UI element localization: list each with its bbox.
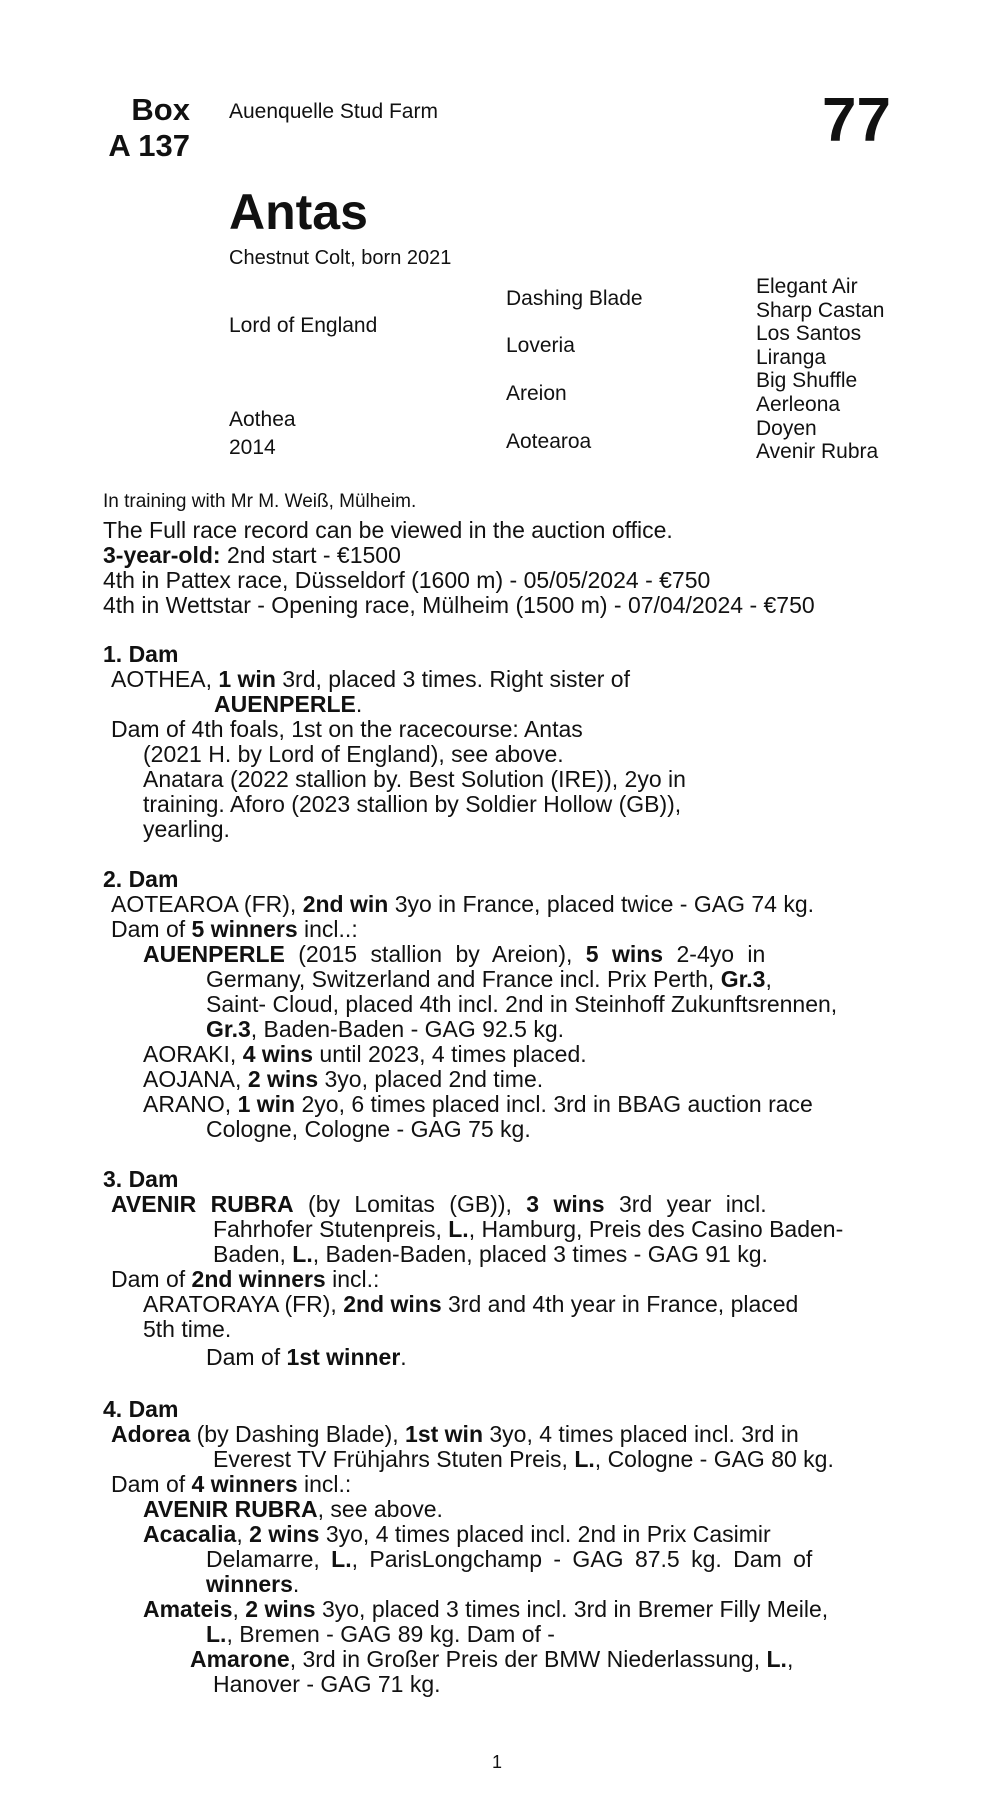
box-number: A 137 — [108, 128, 190, 163]
ggp: Elegant Air — [756, 275, 858, 298]
dam4-line: Acacalia, 2 wins 3yo, 4 times placed incl. 2nd in Prix Casimir — [143, 1521, 771, 1547]
age-label: 3-year-old: — [103, 542, 221, 568]
dam1-line: Anatara (2022 stallion by. Best Solution (IRE)), 2yo in — [143, 766, 686, 792]
dam2-line: AUENPERLE (2015 stallion by Areion), 5 wins 2-4yo in — [143, 941, 766, 967]
race-line: 4th in Wettstar - Opening race, Mülheim (1500 m) - 07/04/2024 - €750 — [103, 592, 815, 618]
dam2-line: Saint- Cloud, placed 4th incl. 2nd in Steinhoff Zukunftsrennen, — [206, 991, 838, 1017]
ggp: Sharp Castan — [756, 298, 885, 322]
section-heading: 2. Dam — [103, 866, 179, 892]
dam1-line: AUENPERLE. — [214, 691, 363, 717]
record-note: The Full race record can be viewed in the auction office. — [103, 517, 673, 543]
dam2-line: AOTEAROA (FR), 2nd win 3yo in France, placed twice - GAG 74 kg. — [111, 891, 815, 917]
dam3-line: ARATORAYA (FR), 2nd wins 3rd and 4th year in France, placed — [143, 1291, 799, 1317]
dam1-line: (2021 H. by Lord of England), see above. — [143, 741, 564, 767]
ggp: Big Shuffle — [756, 369, 858, 393]
dam3-section — [103, 1167, 843, 1370]
dam4-line: Hanover - GAG 71 kg. — [213, 1671, 441, 1697]
age-text: 2nd start - €1500 — [220, 542, 401, 568]
dam3-line: Dam of 2nd winners incl.: — [111, 1266, 380, 1292]
dam4-line: Delamarre, L., ParisLongchamp - GAG 87.5 kg. Dam of — [206, 1546, 813, 1572]
page-number: 1 — [491, 1752, 502, 1772]
stud-farm: Auenquelle Stud Farm — [229, 100, 438, 123]
dam4-line: Amarone, 3rd in Großer Preis der BMW Niederlassung, L., — [190, 1646, 794, 1672]
dam2-line: AORAKI, 4 wins until 2023, 4 times placed. — [143, 1041, 587, 1067]
dam2-line: Gr.3, Baden-Baden - GAG 92.5 kg. — [206, 1016, 565, 1042]
ggp: Avenir Rubra — [756, 440, 879, 464]
dam4-line: Everest TV Frühjahrs Stuten Preis, L., Cologne - GAG 80 kg. — [213, 1446, 834, 1472]
dam1-section — [103, 642, 686, 842]
dam3-line: Fahrhofer Stutenpreis, L., Hamburg, Preis des Casino Baden- — [213, 1216, 844, 1242]
dam2-line: Germany, Switzerland and France incl. Prix Perth, Gr.3, — [206, 966, 772, 992]
dam2-section — [103, 867, 837, 1142]
horse-description: Chestnut Colt, born 2021 — [229, 247, 452, 269]
pedigree-great-grandparents — [756, 275, 884, 464]
pedigree-grandparent: Areion — [506, 382, 567, 405]
training-block — [103, 518, 983, 618]
age-line — [103, 543, 983, 568]
section-heading: 4. Dam — [103, 1396, 179, 1422]
dam1-line: Dam of 4th foals, 1st on the racecourse: Antas — [111, 716, 583, 742]
ggp: Doyen — [756, 416, 817, 440]
ggp: Aerleona — [756, 392, 841, 416]
pedigree-grandparent: Dashing Blade — [506, 287, 643, 310]
dam3-line: Baden, L., Baden-Baden, placed 3 times - GAG 91 kg. — [213, 1241, 768, 1267]
ggp: Liranga — [756, 345, 827, 369]
ggp: Los Santos — [756, 322, 862, 346]
dam3-line: 5th time. — [143, 1316, 232, 1342]
dam2-line: AOJANA, 2 wins 3yo, placed 2nd time. — [143, 1066, 544, 1092]
box-word: Box — [131, 92, 190, 127]
pedigree-grandparent: Loveria — [506, 334, 575, 357]
dam1-line: AOTHEA, 1 win 3rd, placed 3 times. Right sister of — [111, 666, 630, 692]
pedigree-dam-year: 2014 — [229, 436, 276, 459]
dam2-line: Cologne, Cologne - GAG 75 kg. — [206, 1116, 531, 1142]
dam2-line: ARANO, 1 win 2yo, 6 times placed incl. 3rd in BBAG auction race — [143, 1091, 813, 1117]
dam4-section — [103, 1397, 834, 1697]
dam1-line: yearling. — [143, 816, 230, 842]
pedigree-grandparent: Aotearoa — [506, 430, 592, 453]
pedigree-dam: Aothea — [229, 408, 296, 431]
dam4-line: Adorea (by Dashing Blade), 1st win 3yo, 4 times placed incl. 3rd in — [111, 1421, 799, 1447]
dam4-line: L., Bremen - GAG 89 kg. Dam of - — [206, 1621, 555, 1647]
lot-number: 77 — [822, 86, 891, 155]
section-heading: 3. Dam — [103, 1166, 179, 1192]
dam4-line: Dam of 4 winners incl.: — [111, 1471, 352, 1497]
dam4-line: winners. — [206, 1571, 300, 1597]
dam1-line: training. Aforo (2023 stallion by Soldier Hollow (GB)), — [143, 791, 682, 817]
dam4-line: AVENIR RUBRA, see above. — [143, 1496, 443, 1522]
dam3-line: Dam of 1st winner. — [206, 1344, 407, 1370]
section-heading: 1. Dam — [103, 641, 179, 667]
trainer-line: In training with Mr M. Weiß, Mülheim. — [103, 491, 417, 512]
box-label — [100, 92, 190, 164]
pedigree-sire: Lord of England — [229, 314, 378, 337]
horse-name: Antas — [229, 184, 368, 240]
dam2-line: Dam of 5 winners incl..: — [111, 916, 358, 942]
race-line: 4th in Pattex race, Düsseldorf (1600 m) - 05/05/2024 - €750 — [103, 567, 711, 593]
dam4-line: Amateis, 2 wins 3yo, placed 3 times incl. 3rd in Bremer Filly Meile, — [143, 1596, 829, 1622]
dam3-line: AVENIR RUBRA (by Lomitas (GB)), 3 wins 3rd year incl. — [111, 1191, 767, 1217]
